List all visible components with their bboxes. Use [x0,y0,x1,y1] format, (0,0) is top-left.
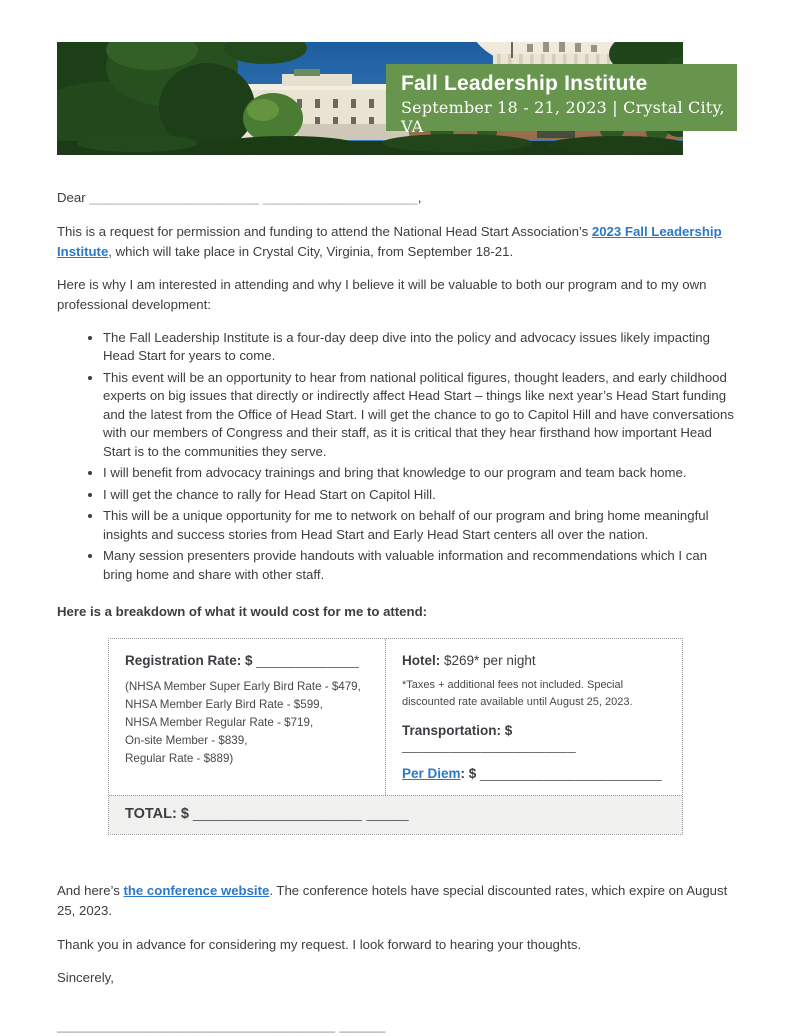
website-text-before: And here’s [57,883,124,899]
intro-paragraph [57,222,734,262]
website-text-after: . The conference hotels have special discounted rates, which expire on August 25, 2023. [57,883,728,918]
fall-leadership-institute-link[interactable]: 2023 Fall Leadership Institute [57,223,722,259]
header-hero [57,42,737,155]
rate-line-1: (NHSA Member Super Early Bird Rate - $479, [125,680,361,694]
transportation-label: Transportation: $ [402,723,513,739]
salutation-prefix: Dear [57,190,86,205]
benefit-bullet-5: • This will be a unique opportunity for me to network on behalf of our program and bring home meaningful insights and success stories from Head Start and Early Head Start centers all over the nation. [103,507,734,544]
event-banner [386,64,737,137]
hotel-value: $269* per night [444,653,536,669]
cost-table-body [109,639,682,795]
why-paragraph: Here is why I am interested in attending and why I believe it will be valuable to both our program and to my own professional development: [57,277,707,313]
website-paragraph [57,881,734,921]
per-diem-blank: _______________________ [480,766,662,782]
conference-website-link[interactable]: the conference website [123,883,270,899]
benefit-bullet-1: • The Fall Leadership Institute is a four-day deep dive into the policy and advocacy issues likely impacting Head Start for years to come. [103,329,734,366]
salutation-line [57,188,734,208]
total-label: TOTAL: $ [125,806,189,823]
salutation-blank-1: ______________________ [89,190,260,205]
registration-label: Registration Rate: $ [125,653,253,669]
benefit-bullet-2: • This event will be an opportunity to hear from national political figures, thought leaders, and early childhood experts on big issues that directly or indirectly affect Head Start – things like next year’s Head Start funding and the latest from the Office of Head Start. I will get the chance to go to Capitol Hill and have conversations with our members of Congress and their staff, as it is critical that they hear firsthand how important Head Start is to the communities they serve. [103,369,734,461]
registration-cell [109,639,386,795]
hotel-label: Hotel: [402,653,441,669]
salutation-blank-2: ____________________ [263,190,418,205]
intro-text-before: This is a request for permission and funding to attend the National Head Start Association’s [57,223,592,239]
signature-line: ____________________________________ ______ [57,1018,386,1034]
total-blank: ____________________ _____ [192,806,409,823]
total-row [109,795,682,834]
cost-table [108,638,683,835]
breakdown-heading: Here is a breakdown of what it would cost for me to attend: [57,604,428,620]
rate-line-4: On-site Member - $839, [125,733,248,747]
benefit-bullet-3: • I will benefit from advocacy trainings and bring that knowledge to our program and team back home. [103,464,734,482]
benefit-bullet-6: • Many session presenters provide handouts with valuable information and recommendations which I can bring home and share with other staff. [103,547,734,584]
transportation-line [402,723,666,753]
rate-line-5: Regular Rate - $889) [125,751,234,765]
intro-text-after: , which will take place in Crystal City, Virginia, from September 18-21. [108,243,514,259]
hotel-cell [386,639,682,795]
per-diem-label: : $ [460,766,477,782]
hotel-note: *Taxes + additional fees not included. Special discounted rate available until August 25, 2023. [402,679,633,708]
per-diem-link[interactable]: Per Diem [402,766,461,782]
per-diem-line [402,766,666,781]
benefit-bullet-4: • I will get the chance to rally for Head Start on Capitol Hill. [103,486,734,504]
registration-line [125,653,369,668]
banner-title: Fall Leadership Institute [401,72,648,95]
rate-line-3: NHSA Member Regular Rate - $719, [125,716,314,730]
hotel-line [402,653,666,668]
salutation-comma: , [417,190,422,205]
registration-blank: _____________ [256,653,360,669]
thanks-paragraph: Thank you in advance for considering my request. I look forward to hearing your thoughts. [57,936,582,952]
banner-subtitle: September 18 - 21, 2023 | Crystal City, VA [401,98,725,137]
rate-line-2: NHSA Member Early Bird Rate - $599, [125,698,323,712]
signoff: Sincerely, [57,970,114,986]
transportation-blank: ______________________ [402,738,576,754]
benefits-list [57,329,734,584]
registration-rates [125,678,369,768]
